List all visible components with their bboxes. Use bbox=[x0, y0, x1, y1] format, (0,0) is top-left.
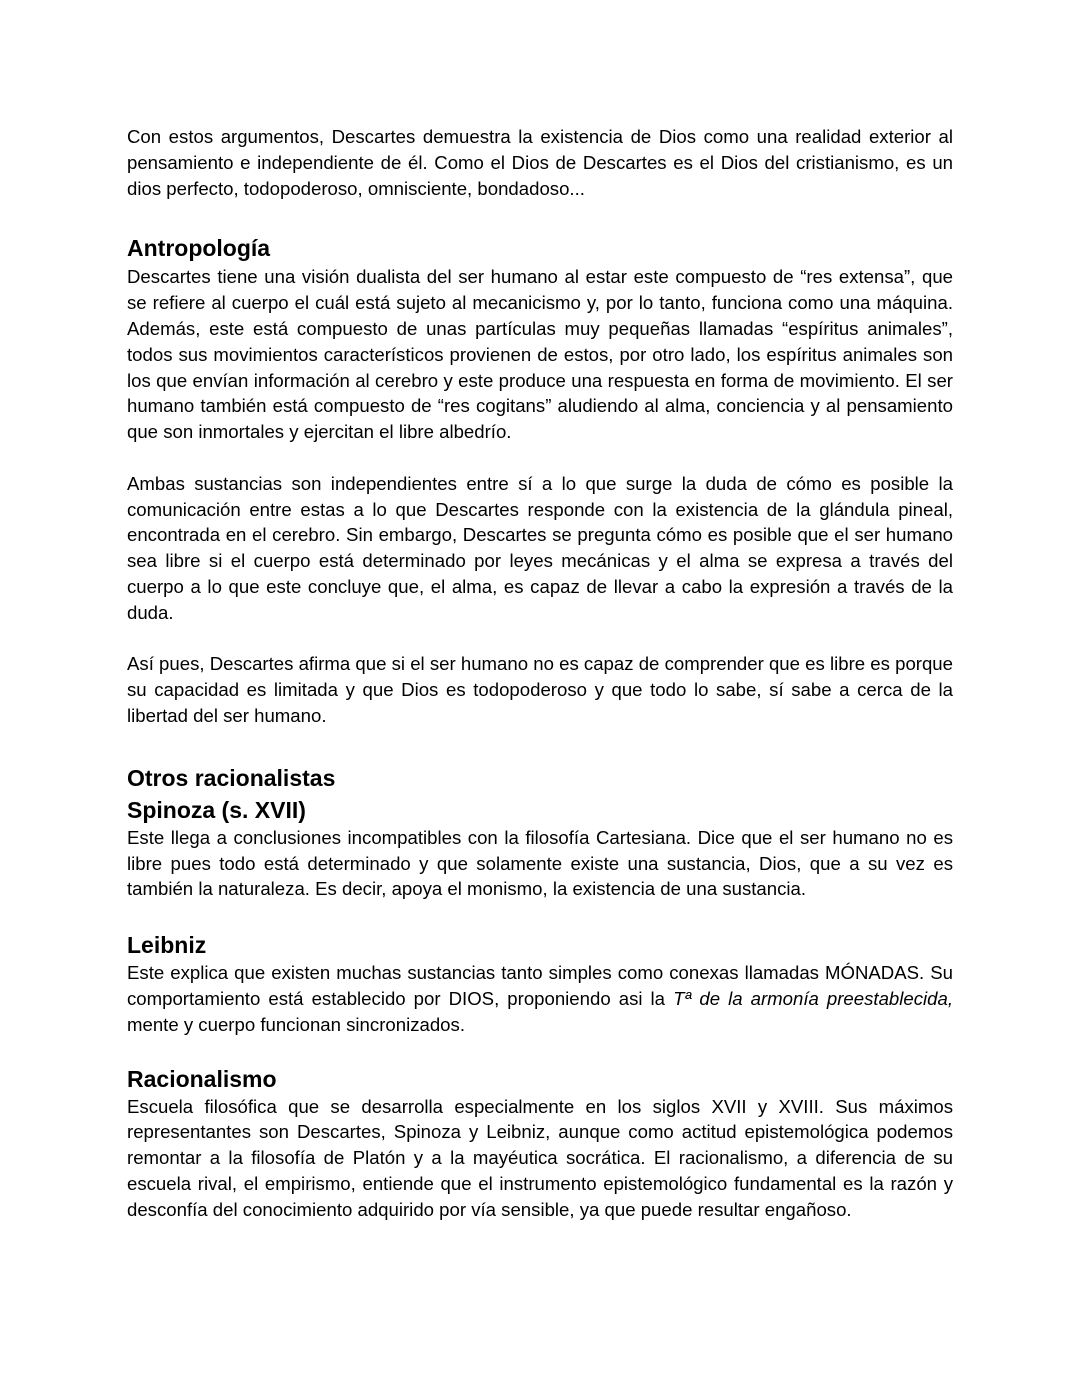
leibniz-italic-text: Tª de la armonía preestablecida, bbox=[673, 987, 953, 1009]
leibniz-text-start: Este explica que existen muchas sustancias tanto simples como conexas llamadas MÓNADAS. Su comportamiento está establecido por DIOS, proponiendo asi la bbox=[127, 962, 953, 1009]
antropologia-paragraph-2: Ambas sustancias son independientes entre sí a lo que surge la duda de cómo es posible la comunicación entre estas a lo que Descartes responde con la existencia de la glándula pineal, encontrada en el cerebro. Sin embargo, Descartes se pregunta cómo es posible que el ser humano sea libre si el cuerpo está determinado por leyes mecánicas y el alma se expresa a través del cuerpo a lo que este concluye que, el alma, es capaz de llevar a cabo la expresión a través de la duda. bbox=[127, 472, 953, 623]
leibniz-paragraph bbox=[127, 960, 953, 1037]
antropologia-paragraph-1: Descartes tiene una visión dualista del ser humano al estar este compuesto de “res extensa”, que se refiere al cuerpo el cuál está sujeto al mecanicismo y, por lo tanto, funciona como una máquina. Además, este está compuesto de unas partículas muy pequeñas llamadas “espíritus animales”, todos sus movimientos característicos provienen de estos, por otro lado, los espíritus animales son los que envían información al cerebro y este produce una respuesta en forma de movimiento. El ser humano también está compuesto de “res cogitans” aludiendo al alma, conciencia y al pensamiento que son inmortales y ejercitan el libre albedrío. bbox=[127, 266, 953, 443]
antropologia-heading: Antropología bbox=[127, 235, 271, 262]
antropologia-paragraph-3: Así pues, Descartes afirma que si el ser humano no es capaz de comprender que es libre es porque su capacidad es limitada y que Dios es todopoderoso y que todo lo sabe, sí sabe a cerca de la libertad del ser humano. bbox=[127, 653, 953, 726]
document-page bbox=[127, 124, 953, 1223]
otros-racionalistas-heading: Otros racionalistas bbox=[127, 764, 336, 791]
spinoza-heading: Spinoza (s. XVII) bbox=[127, 796, 306, 823]
spinoza-paragraph: Este llega a conclusiones incompatibles con la filosofía Cartesiana. Dice que el ser humano no es libre pues todo está determinado y que solamente existe una sustancia, Dios, que a su vez es también la naturaleza. Es decir, apoya el monismo, la existencia de una sustancia. bbox=[127, 826, 953, 900]
racionalismo-paragraph: Escuela filosófica que se desarrolla especialmente en los siglos XVII y XVIII. Sus máximos representantes son Descartes, Spinoza y Leibniz, aunque como actitud epistemológica podemos remontar a la filosofía de Platón y a la mayéutica socrática. El racionalismo, a diferencia de su escuela rival, el empirismo, entiende que el instrumento epistemológico fundamental es la razón y desconfía del conocimiento adquirido por vía sensible, ya que puede resultar engañoso. bbox=[127, 1095, 953, 1220]
leibniz-text-end: mente y cuerpo funcionan sincronizados. bbox=[127, 1013, 465, 1035]
leibniz-heading: Leibniz bbox=[127, 932, 207, 959]
intro-paragraph: Con estos argumentos, Descartes demuestra la existencia de Dios como una realidad exterior al pensamiento e independiente de él. Como el Dios de Descartes es el Dios del cristianismo, es un dios perfecto, todopoderoso, omnisciente, bondadoso... bbox=[127, 126, 953, 199]
racionalismo-heading: Racionalismo bbox=[127, 1065, 277, 1092]
